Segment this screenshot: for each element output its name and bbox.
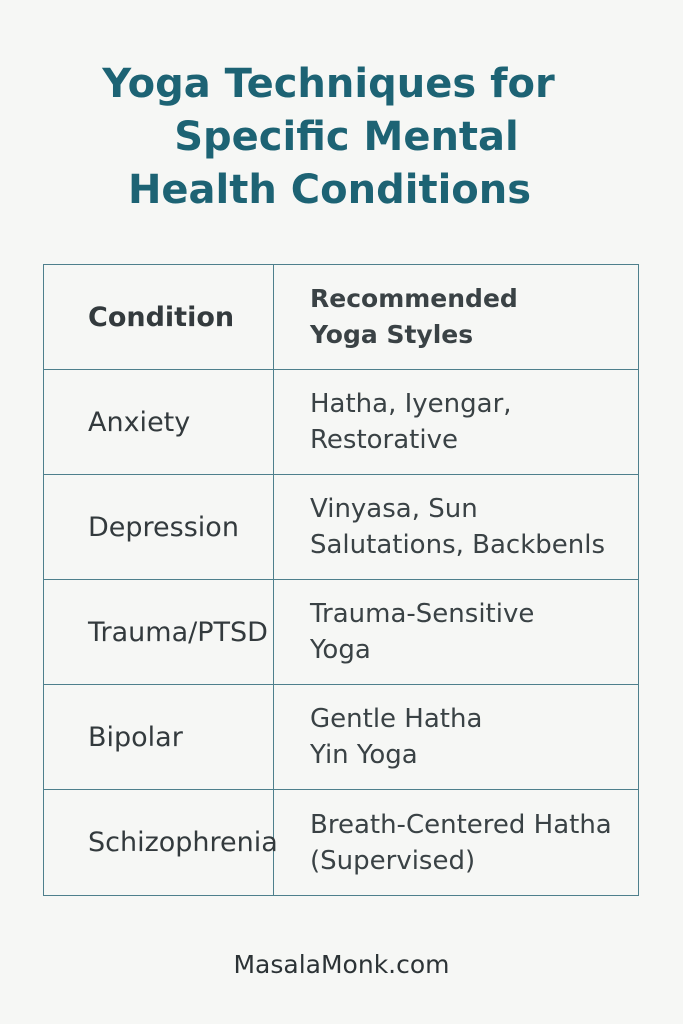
- table-row: [44, 580, 638, 685]
- condition-cell: Trauma/PTSD: [88, 616, 268, 648]
- conditions-table: [43, 264, 639, 896]
- condition-cell: Schizophrenia: [88, 827, 278, 858]
- page-title: [0, 58, 683, 217]
- title-line-1: Yoga Techniques for: [102, 61, 555, 107]
- styles-line-2: Yin Yoga: [310, 740, 418, 770]
- table-header-row: [44, 265, 638, 370]
- condition-cell: Depression: [88, 511, 239, 543]
- styles-cell: [310, 370, 640, 474]
- table-row: [44, 370, 638, 475]
- header-condition: Condition: [88, 301, 235, 333]
- title-line-2: Specific Mental: [174, 114, 519, 160]
- styles-line-1: Hatha, Iyengar,: [310, 389, 512, 419]
- styles-line-2: Restorative: [310, 425, 458, 455]
- header-recommended-styles: [310, 265, 640, 369]
- table-row: [44, 475, 638, 580]
- header-styles-line-1: Recommended: [310, 284, 518, 313]
- table-row: [44, 790, 638, 895]
- table-row: [44, 685, 638, 790]
- styles-line-2: Yoga: [310, 635, 371, 665]
- styles-line-2: Salutations, Backbenls: [310, 530, 606, 560]
- styles-line-1: Trauma-Sensitive: [310, 599, 535, 629]
- condition-cell: Bipolar: [88, 721, 183, 753]
- styles-line-1: Vinyasa, Sun: [310, 494, 478, 524]
- title-line-3: Health Conditions: [127, 167, 532, 213]
- site-credit: MasalaMonk.com: [233, 950, 450, 979]
- header-styles-line-2: Yoga Styles: [310, 320, 474, 349]
- styles-line-2: (Supervised): [310, 845, 476, 876]
- styles-cell: [310, 685, 640, 789]
- styles-line-1: Breath-Centered Hatha: [310, 809, 612, 840]
- styles-cell: [310, 790, 640, 895]
- styles-line-1: Gentle Hatha: [310, 704, 483, 734]
- condition-cell: Anxiety: [88, 406, 191, 438]
- styles-cell: [310, 580, 640, 684]
- styles-cell: [310, 475, 640, 579]
